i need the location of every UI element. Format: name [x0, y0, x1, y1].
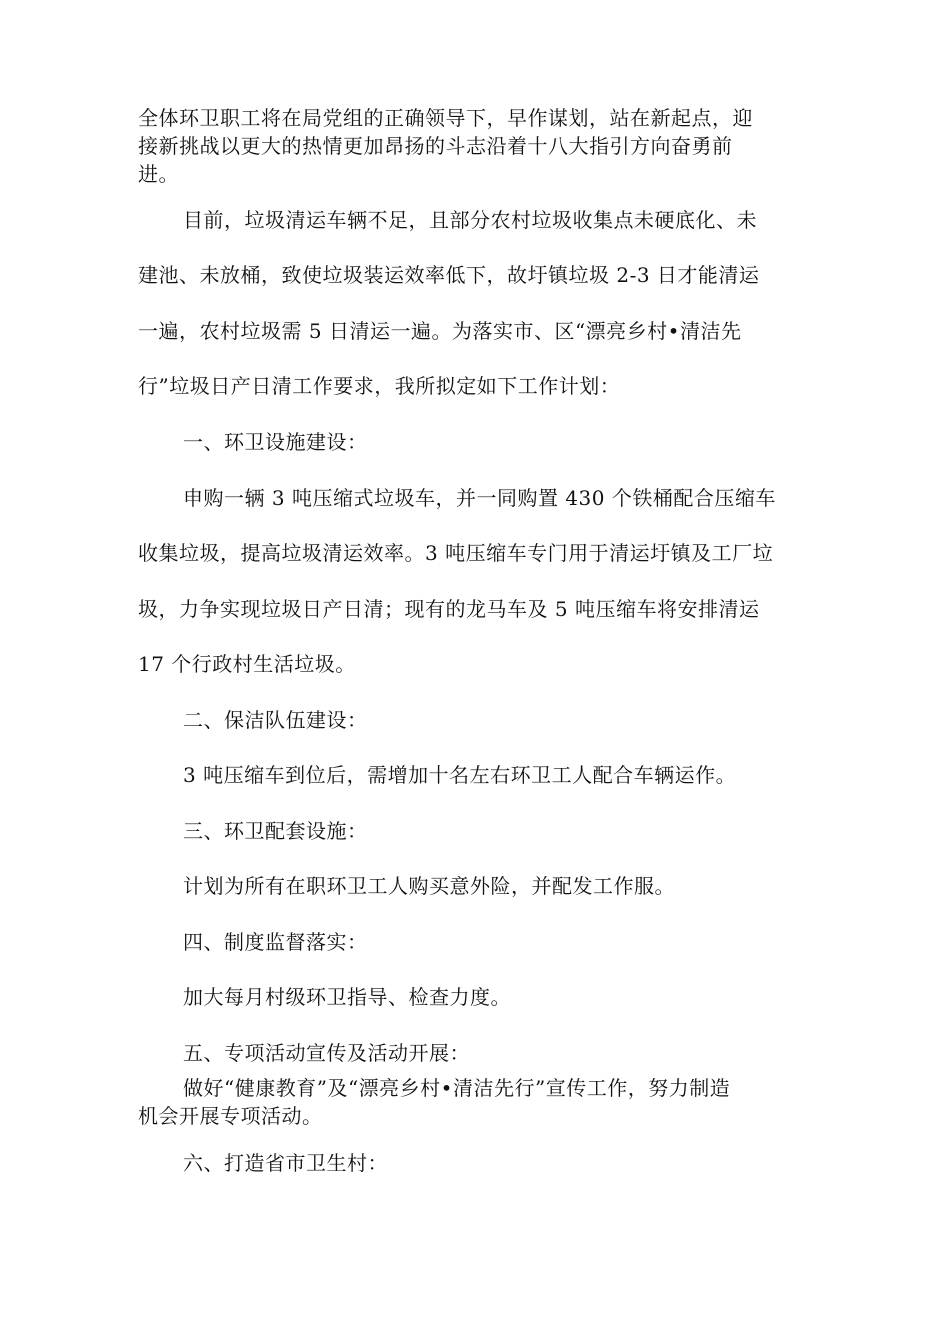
section-heading: 三、环卫配套设施： — [183, 819, 368, 843]
text-line: 做好“健康教育”及“漂亮乡村•清洁先行”宣传工作，努力制造 — [183, 1076, 731, 1100]
text-line: 17 个行政村生活垃圾。 — [138, 652, 356, 676]
text-line: 加大每月村级环卫指导、检查力度。 — [183, 985, 511, 1009]
text-line: 建池、未放桶，致使垃圾装运效率低下，故圩镇垃圾 2-3 日才能清运 — [138, 263, 760, 287]
section-heading: 一、环卫设施建设： — [183, 430, 368, 454]
text-line: 一遍，农村垃圾需 5 日清运一遍。为落实市、区“漂亮乡村•清洁先 — [138, 319, 742, 343]
text-line: 全体环卫职工将在局党组的正确领导下，早作谋划，站在新起点，迎 — [138, 106, 753, 130]
text-line: 圾，力争实现垃圾日产日清；现有的龙马车及 5 吨压缩车将安排清运 — [138, 597, 760, 621]
text-line: 计划为所有在职环卫工人购买意外险，并配发工作服。 — [183, 874, 675, 898]
text-line: 接新挑战以更大的热情更加昂扬的斗志沿着十八大指引方向奋勇前 — [138, 134, 733, 158]
text-line: 目前，垃圾清运车辆不足，且部分农村垃圾收集点未硬底化、未 — [183, 208, 757, 232]
text-line: 3 吨压缩车到位后，需增加十名左右环卫工人配合车辆运作。 — [183, 763, 737, 787]
text-line: 收集垃圾，提高垃圾清运效率。3 吨压缩车专门用于清运圩镇及工厂垃 — [138, 541, 774, 565]
text-line: 机会开展专项活动。 — [138, 1104, 323, 1128]
section-heading: 六、打造省市卫生村： — [183, 1151, 388, 1175]
section-heading: 二、保洁队伍建设： — [183, 708, 368, 732]
text-line: 进。 — [138, 162, 179, 186]
section-heading: 五、专项活动宣传及活动开展： — [183, 1041, 470, 1065]
section-heading: 四、制度监督落实： — [183, 930, 368, 954]
text-line: 行”垃圾日产日清工作要求，我所拟定如下工作计划： — [138, 374, 621, 398]
text-line: 申购一辆 3 吨压缩式垃圾车，并一同购置 430 个铁桶配合压缩车 — [183, 486, 776, 510]
